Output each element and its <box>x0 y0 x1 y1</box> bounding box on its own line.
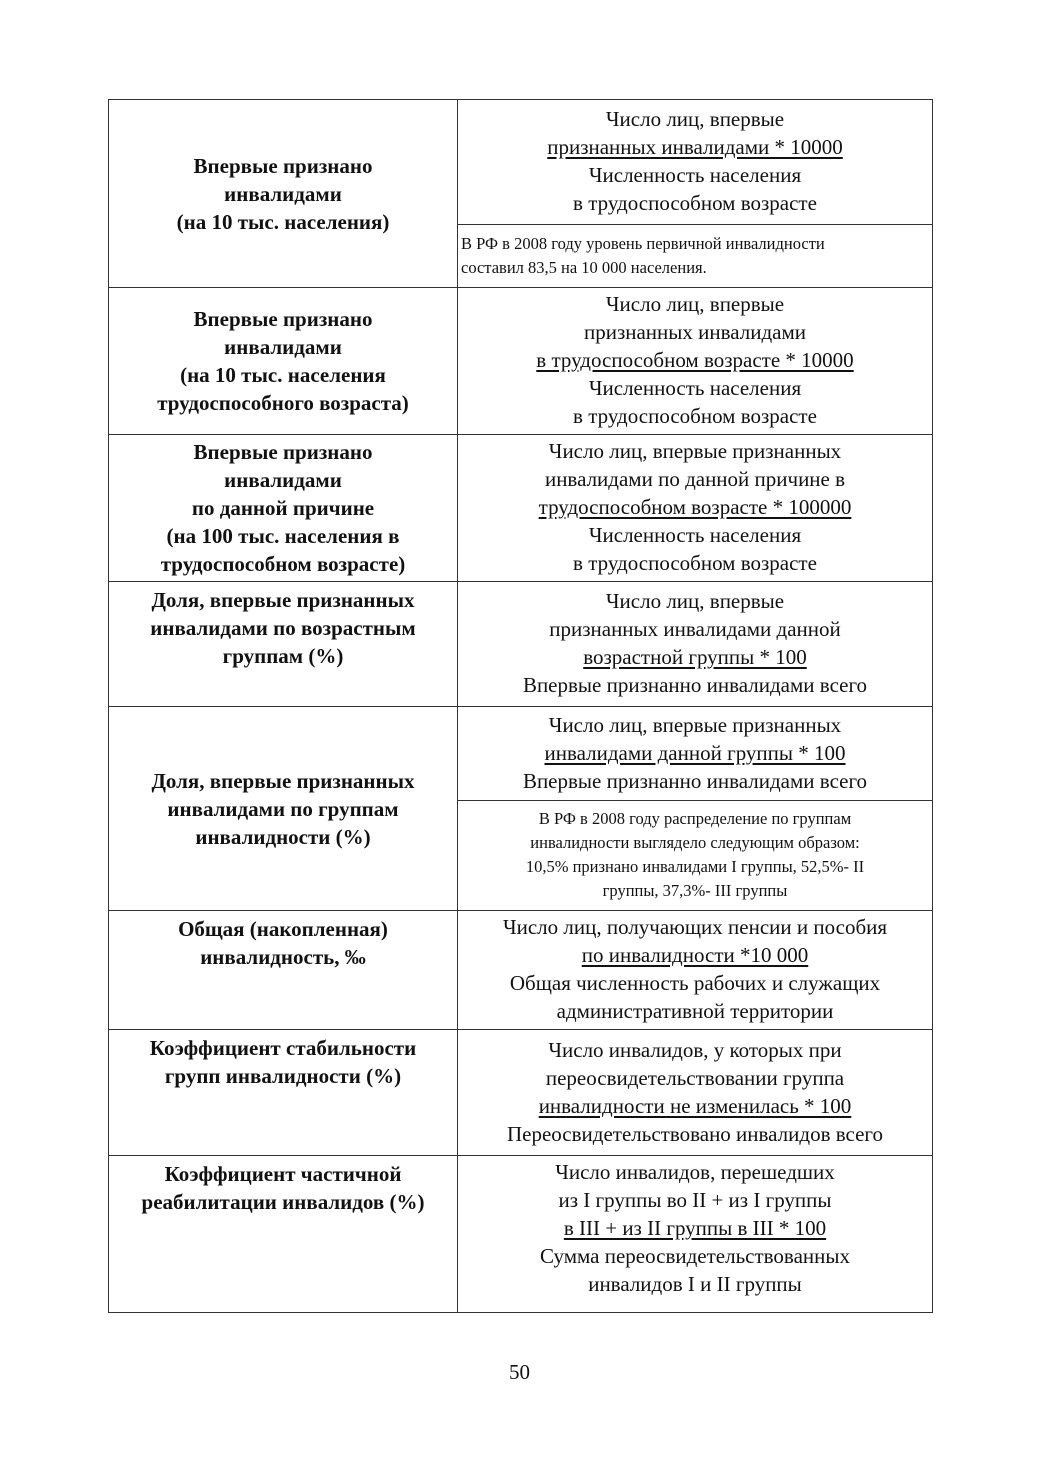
table-row <box>109 707 933 801</box>
label-line: Впервые признано <box>193 440 373 464</box>
label-line: инвалидами <box>224 335 342 359</box>
label-line: инвалидами по группам <box>167 796 399 821</box>
label-line: Общая (накопленная) <box>178 917 388 941</box>
formula-cell <box>458 100 933 225</box>
formula-cell <box>458 1156 933 1313</box>
formula-line: Число лиц, впервые признанных <box>548 712 842 737</box>
formula-line: Впервые признанно инвалидами всего <box>522 768 868 793</box>
page-number: 50 <box>509 1360 530 1384</box>
formula-line: Число лиц, впервые <box>605 292 785 316</box>
formula-line: переосвидетельствовании группа <box>545 1065 845 1090</box>
formula-line: в трудоспособном возрасте <box>573 551 817 575</box>
formula-line: инвалидов I и II группы <box>588 1272 802 1296</box>
indicator-label-cell <box>109 707 458 911</box>
note-line: составил 83,5 на 10 000 населения. <box>461 257 707 277</box>
formula-line: из I группы во II + из I группы <box>558 1188 832 1212</box>
formula-numerator-line: в трудоспособном возрасте * 10000 <box>536 348 854 372</box>
label-line: по данной причине <box>191 496 375 520</box>
formula-line: Число лиц, впервые <box>605 589 785 613</box>
formula-line: признанных инвалидами <box>583 320 807 344</box>
note-cell <box>458 801 933 911</box>
note-line: инвалидности выглядело следующим образом: <box>530 833 860 852</box>
table-row <box>109 911 933 1030</box>
formula-line: инвалидами по данной причине в <box>544 467 846 491</box>
formula-line: в трудоспособном возрасте <box>573 191 817 215</box>
note-line: В РФ в 2008 году распределение по группам <box>538 809 852 828</box>
label-line: Доля, впервые признанных <box>151 588 415 612</box>
indicator-label-cell <box>109 1030 458 1156</box>
label-line: (на 100 тыс. населения в <box>166 524 400 548</box>
formula-cell <box>458 1030 933 1156</box>
label-line: Доля, впервые признанных <box>151 768 415 793</box>
note-cell <box>458 225 933 288</box>
formula-cell <box>458 707 933 801</box>
formula-line: Впервые признанно инвалидами всего <box>522 673 868 697</box>
formula-numerator-line: инвалидами данной группы * 100 <box>544 740 846 765</box>
label-line: (на 10 тыс. населения <box>180 363 386 387</box>
table-row <box>109 1030 933 1156</box>
formula-line: Переосвидетельствовано инвалидов всего <box>506 1121 884 1146</box>
formula-cell <box>458 435 933 582</box>
indicator-label-cell <box>109 911 458 1030</box>
formula-line: Численность населения <box>588 163 802 187</box>
indicator-table <box>108 99 933 1313</box>
formula-line: в трудоспособном возрасте <box>573 404 817 428</box>
formula-numerator-line: в III + из II группы в III * 100 <box>563 1216 827 1240</box>
formula-numerator-line: возрастной группы * 100 <box>583 645 807 669</box>
indicator-label-cell <box>109 435 458 582</box>
formula-line: Численность населения <box>588 376 802 400</box>
indicator-table-container <box>108 99 933 1313</box>
label-line: Впервые признано <box>193 307 373 331</box>
formula-numerator-line: по инвалидности *10 000 <box>581 943 809 967</box>
label-line: группам (%) <box>222 644 344 668</box>
formula-line: Общая численность рабочих и служащих <box>509 971 881 995</box>
formula-line: Число инвалидов, у которых при <box>548 1037 842 1062</box>
formula-cell <box>458 582 933 707</box>
formula-line: Число инвалидов, перешедших <box>555 1160 835 1184</box>
label-line: трудоспособного возраста) <box>157 391 409 415</box>
note-line: группы, 37,3%- III группы <box>602 881 788 900</box>
label-line: реабилитации инвалидов (%) <box>141 1190 425 1214</box>
formula-line: Число лиц, впервые <box>605 107 785 131</box>
label-line: инвалидность, ‰ <box>200 945 366 969</box>
table-row <box>109 100 933 225</box>
formula-line: Численность населения <box>588 523 802 547</box>
formula-cell <box>458 288 933 435</box>
note-line: В РФ в 2008 году уровень первичной инвалидности <box>461 233 825 253</box>
formula-line: административной территории <box>556 999 834 1023</box>
indicator-label-cell <box>109 100 458 288</box>
label-line: групп инвалидности (%) <box>164 1064 402 1088</box>
formula-line: Сумма переосвидетельствованных <box>540 1244 850 1268</box>
table-row <box>109 582 933 707</box>
label-line: (на 10 тыс. населения) <box>176 209 390 234</box>
formula-numerator-line: трудоспособном возрасте * 100000 <box>538 495 852 519</box>
indicator-label-cell <box>109 1156 458 1313</box>
formula-numerator-line: инвалидности не изменилась * 100 <box>538 1093 852 1118</box>
label-line: инвалидами <box>224 468 342 492</box>
label-line: Впервые признано <box>193 153 373 178</box>
formula-line: Число лиц, впервые признанных <box>548 439 842 463</box>
label-line: инвалидами по возрастным <box>150 616 416 640</box>
note-line: 10,5% признано инвалидами I группы, 52,5%- II <box>525 857 865 876</box>
formula-numerator-line: признанных инвалидами * 10000 <box>547 135 843 159</box>
label-line: Коэффициент стабильности <box>149 1036 417 1060</box>
table-row <box>109 435 933 582</box>
label-line: Коэффициент частичной <box>164 1162 402 1186</box>
table-row <box>109 288 933 435</box>
table-row <box>109 1156 933 1313</box>
formula-cell <box>458 911 933 1030</box>
indicator-label-cell <box>109 288 458 435</box>
formula-line: признанных инвалидами данной <box>549 617 841 641</box>
label-line: трудоспособном возрасте) <box>160 552 406 576</box>
formula-line: Число лиц, получающих пенсии и пособия <box>502 915 888 939</box>
indicator-label-cell <box>109 582 458 707</box>
label-line: инвалидами <box>224 181 342 206</box>
label-line: инвалидности (%) <box>195 824 371 849</box>
